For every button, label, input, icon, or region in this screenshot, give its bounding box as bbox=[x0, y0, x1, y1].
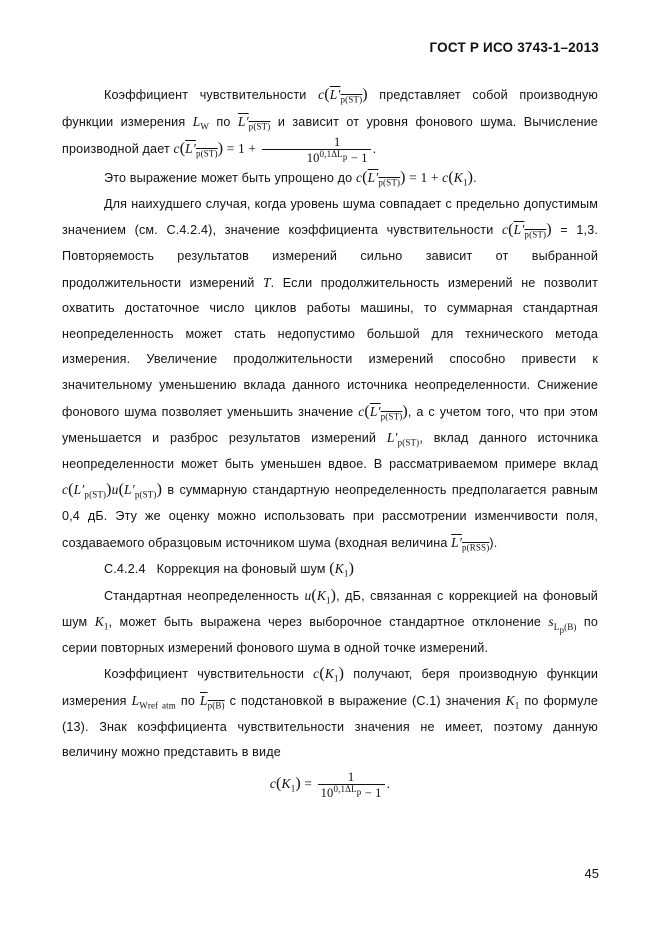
formula-lp-st: $L'_{p(ST)}$ bbox=[386, 430, 420, 448]
formula-lpb-mean: $L_{p(B)}$ bbox=[199, 693, 225, 711]
formula-c-lp-st: $c(L'_{p(ST)})$ bbox=[502, 221, 552, 241]
formula-k1-symbol: $K_1$ bbox=[94, 614, 109, 632]
formula-k1: $(K_1)$ bbox=[329, 560, 355, 579]
formula-s-lpb: $s_{L_p(B)}$ bbox=[548, 614, 577, 635]
formula-derivative: $c(L'_{p(ST)}) = 1$ + $\frac{1}{10^{0,1\Delta L_p} - 1}$ bbox=[174, 141, 373, 156]
page-number: 45 bbox=[584, 866, 599, 881]
formula-c-lp-st: $c(L'_{p(ST)})$ bbox=[358, 402, 408, 422]
formula-simplified: $c(L'_{p(ST)}) = 1 + c(K_1)$ bbox=[355, 169, 474, 188]
formula-c-k1: $c(K_1)$ bbox=[313, 665, 345, 685]
formula-contribution: $c(L'_{p(ST)})u(L'_{p(ST)})$ bbox=[62, 481, 163, 500]
paragraph-simplification: Это выражение может быть упрощено до $c(L'_{p(ST)}) = 1 + c(K_1)$. bbox=[104, 169, 477, 188]
formula-lp-rss: $L'_{p(RSS)}$ bbox=[451, 534, 490, 553]
paragraph-sensitivity-coefficient: Коэффициент чувствительности $c(L'_{p(ST)})$ представляет собой производную функции измерения $L_W$ по $L'_{p(ST)}$ и зависит от уровня фонового шума. Вычисление производной дает $c(L'_{p(ST)}) = 1$ + $\frac{1}{10^{0,1\Delta L_p} - 1}$ . bbox=[62, 86, 598, 166]
paragraph-standard-uncertainty: Стандартная неопределенность $u(K_1)$, дБ, связанная с коррекцией на фоновый шум $K_1$, может быть выражена через выборочное стандартное отклонение $s_{L_p(B)}$ по серии повторных измерений фонового шума в одной точке измерений. bbox=[62, 586, 599, 655]
formula-u-k1: $u(K_1)$ bbox=[304, 586, 337, 606]
formula-lp-st-mean: $L'_{p(ST)}$ bbox=[237, 113, 271, 132]
document-body bbox=[62, 82, 598, 800]
formula-lw-ref: $L_{Wref atm}$ bbox=[131, 693, 176, 711]
formula-k1-symbol: $K_1$ bbox=[505, 693, 520, 711]
display-formula: $c(K_1)$ = $\frac{1}{10^{0,1\Delta L_p} - 1}$ . bbox=[269, 769, 391, 800]
section-heading: С.4.2.4 Коррекция на фоновый шум $(K_1)$ bbox=[104, 560, 355, 579]
standard-header: ГОСТ Р ИСО 3743-1–2013 bbox=[429, 40, 599, 55]
formula-lw: $L_W$ bbox=[192, 113, 210, 132]
paragraph-coefficient-derivative: Коэффициент чувствительности $c(K_1)$ получают, беря производную функции измерения $L_{Wref atm}$ по $L_{p(B)}$ с подстановкой в выражение (С.1) значения $K_1$ по формуле (13). Знак коэффициента чувствительности значения не имеет, поэтому данную величину можно представить в виде bbox=[62, 665, 599, 760]
formula-c-lp-st: $c(L'_{p(ST)})$ bbox=[318, 86, 368, 105]
formula-t: T bbox=[262, 274, 271, 290]
paragraph-worst-case: Для наихудшего случая, когда уровень шума совпадает с предельно допустимым значением (см. С.4.2.4), значение коэффициента чувствительности $c(L'_{p(ST)}) = 1,3$. Повторяемость результатов измерений сильно зависит от выбранной продолжительности измерений T. Если продолжительность измерений не позволит охватить достаточное число циклов работы машины, то суммарная стандартная неопределенность может стать недопустимо большой для технического метода измерения. Увеличение продолжительности измерений способно привести к значительному уменьшению вклада данного источника неопределенности. Снижение фонового шума позволяет уменьшить значение $c(L'_{p(ST)})$, а с учетом того, что при этом уменьшается и разброс результатов измерений $L'_{p(ST)}$, вклад данного источника неопределенности может быть уменьшен вдвое. В рассматриваемом примере вклад $c(L'_{p(ST)})u(L'_{p(ST)})$ в суммарную стандартную неопределенность предполагается равным 0,4 дБ. Эту же оценку можно использовать при рассмотрении изменчивости поля, создаваемого образцовым источником шума (входная величина $L'_{p(RSS)}$). bbox=[62, 196, 598, 553]
